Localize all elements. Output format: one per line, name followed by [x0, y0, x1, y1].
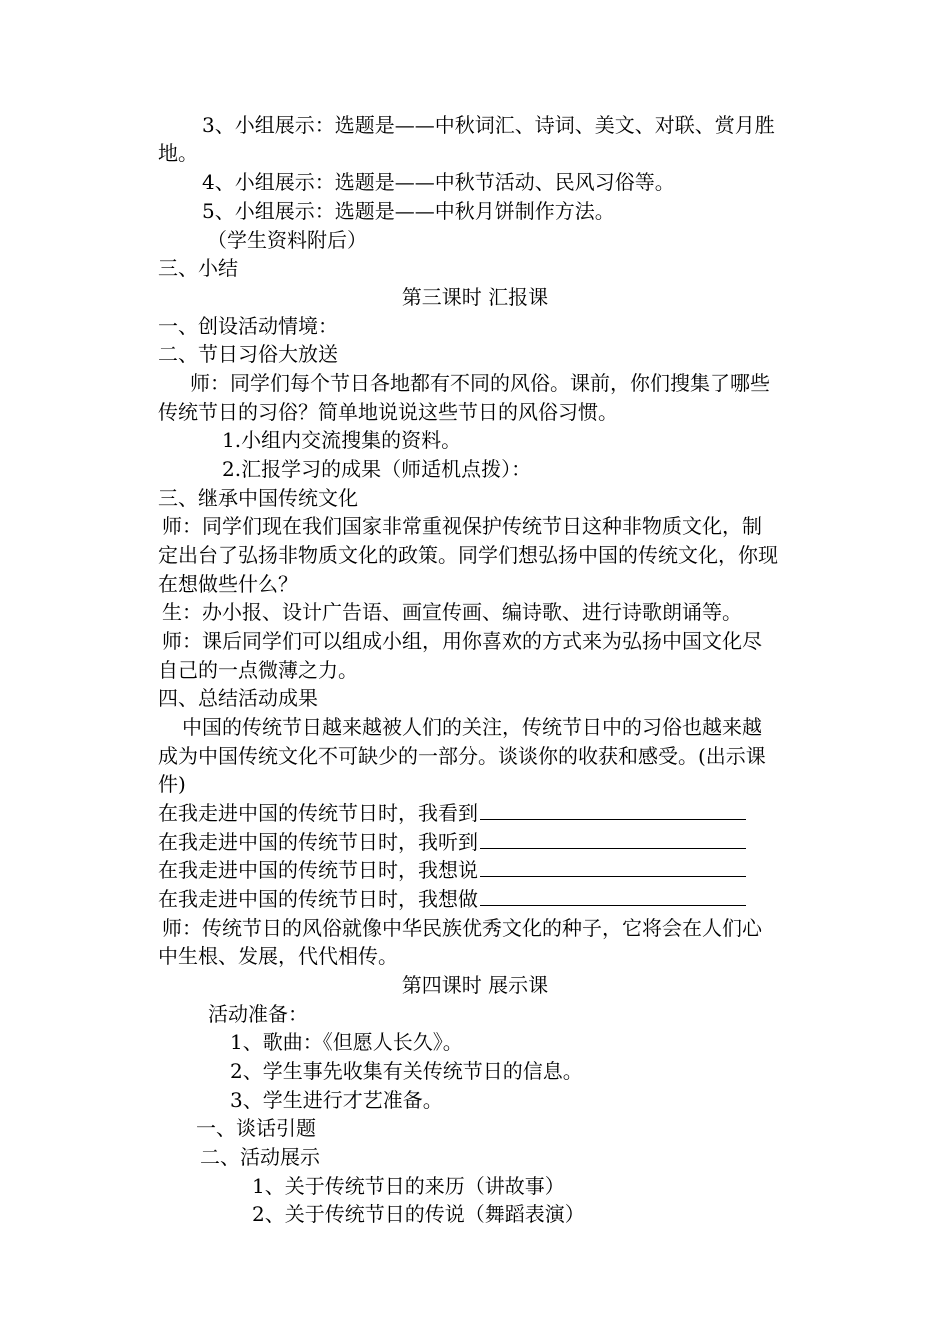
paragraph-line: 在想做些什么？ [158, 572, 298, 596]
paragraph-line: 自己的一点微薄之力。 [158, 658, 358, 682]
paragraph-line: 师：传统节日的风俗就像中华民族优秀文化的种子，它将会在人们心 [162, 916, 762, 940]
section-heading: 四、总结活动成果 [158, 686, 318, 710]
fill-in-prompt: 在我走进中国的传统节日时，我听到 [158, 830, 478, 854]
paragraph-line: 师：同学们现在我们国家非常重视保护传统节日这种非物质文化，制 [162, 514, 762, 538]
fill-in-prompt: 在我走进中国的传统节日时，我看到 [158, 801, 478, 825]
fill-in-line [158, 799, 746, 827]
lesson-title: 第三课时 汇报课 [401, 285, 549, 309]
lesson-title: 第四课时 展示课 [401, 973, 549, 997]
list-item: 1、关于传统节日的来历（讲故事） [252, 1174, 565, 1198]
paragraph-line: 师：同学们每个节日各地都有不同的风俗。课前，你们搜集了哪些 [190, 371, 770, 395]
paragraph-line: 5、小组展示：选题是——中秋月饼制作方法。 [202, 199, 615, 223]
paragraph-line: 生：办小报、设计广告语、画宣传画、编诗歌、进行诗歌朗诵等。 [162, 600, 742, 624]
paragraph-line: 定出台了弘扬非物质文化的政策。同学们想弘扬中国的传统文化，你现 [158, 543, 778, 567]
list-item: 3、学生进行才艺准备。 [230, 1088, 443, 1112]
blank-underline[interactable] [480, 885, 746, 906]
fill-in-line [158, 885, 746, 913]
paragraph-line: 地。 [158, 141, 198, 165]
paragraph-line: 件) [158, 772, 186, 796]
list-item: 2、关于传统节日的传说（舞蹈表演） [252, 1202, 585, 1226]
section-heading: 二、活动展示 [200, 1145, 320, 1169]
paragraph-line: 4、小组展示：选题是——中秋节活动、民风习俗等。 [202, 170, 675, 194]
list-item: 2.汇报学习的成果（师适机点拨）： [222, 457, 532, 481]
section-heading: 二、节日习俗大放送 [158, 342, 338, 366]
fill-in-line [158, 856, 746, 884]
fill-in-line [158, 828, 746, 856]
section-heading: 一、创设活动情境： [158, 314, 338, 338]
blank-underline[interactable] [480, 799, 746, 820]
list-item: 1.小组内交流搜集的资料。 [222, 428, 462, 452]
section-heading: 一、谈话引题 [196, 1116, 316, 1140]
paragraph-line: 师：课后同学们可以组成小组，用你喜欢的方式来为弘扬中国文化尽 [162, 629, 762, 653]
paragraph-line: 中国的传统节日越来越被人们的关注，传统节日中的习俗也越来越 [182, 715, 762, 739]
section-heading: 三、小结 [158, 256, 238, 280]
paragraph-line: 3、小组展示：选题是——中秋词汇、诗词、美文、对联、赏月胜 [202, 113, 775, 137]
fill-in-prompt: 在我走进中国的传统节日时，我想说 [158, 858, 478, 882]
section-heading: 三、继承中国传统文化 [158, 486, 358, 510]
list-item: 2、学生事先收集有关传统节日的信息。 [230, 1059, 583, 1083]
paragraph-line: 传统节日的习俗？简单地说说这些节日的风俗习惯。 [158, 400, 618, 424]
paragraph-line: （学生资料附后） [207, 228, 367, 252]
list-item: 1、歌曲：《但愿人长久》。 [230, 1030, 463, 1054]
blank-underline[interactable] [480, 856, 746, 877]
blank-underline[interactable] [480, 828, 746, 849]
fill-in-prompt: 在我走进中国的传统节日时，我想做 [158, 887, 478, 911]
paragraph-line: 活动准备： [208, 1002, 308, 1026]
paragraph-line: 成为中国传统文化不可缺少的一部分。谈谈你的收获和感受。(出示课 [158, 744, 766, 768]
paragraph-line: 中生根、发展，代代相传。 [158, 944, 398, 968]
